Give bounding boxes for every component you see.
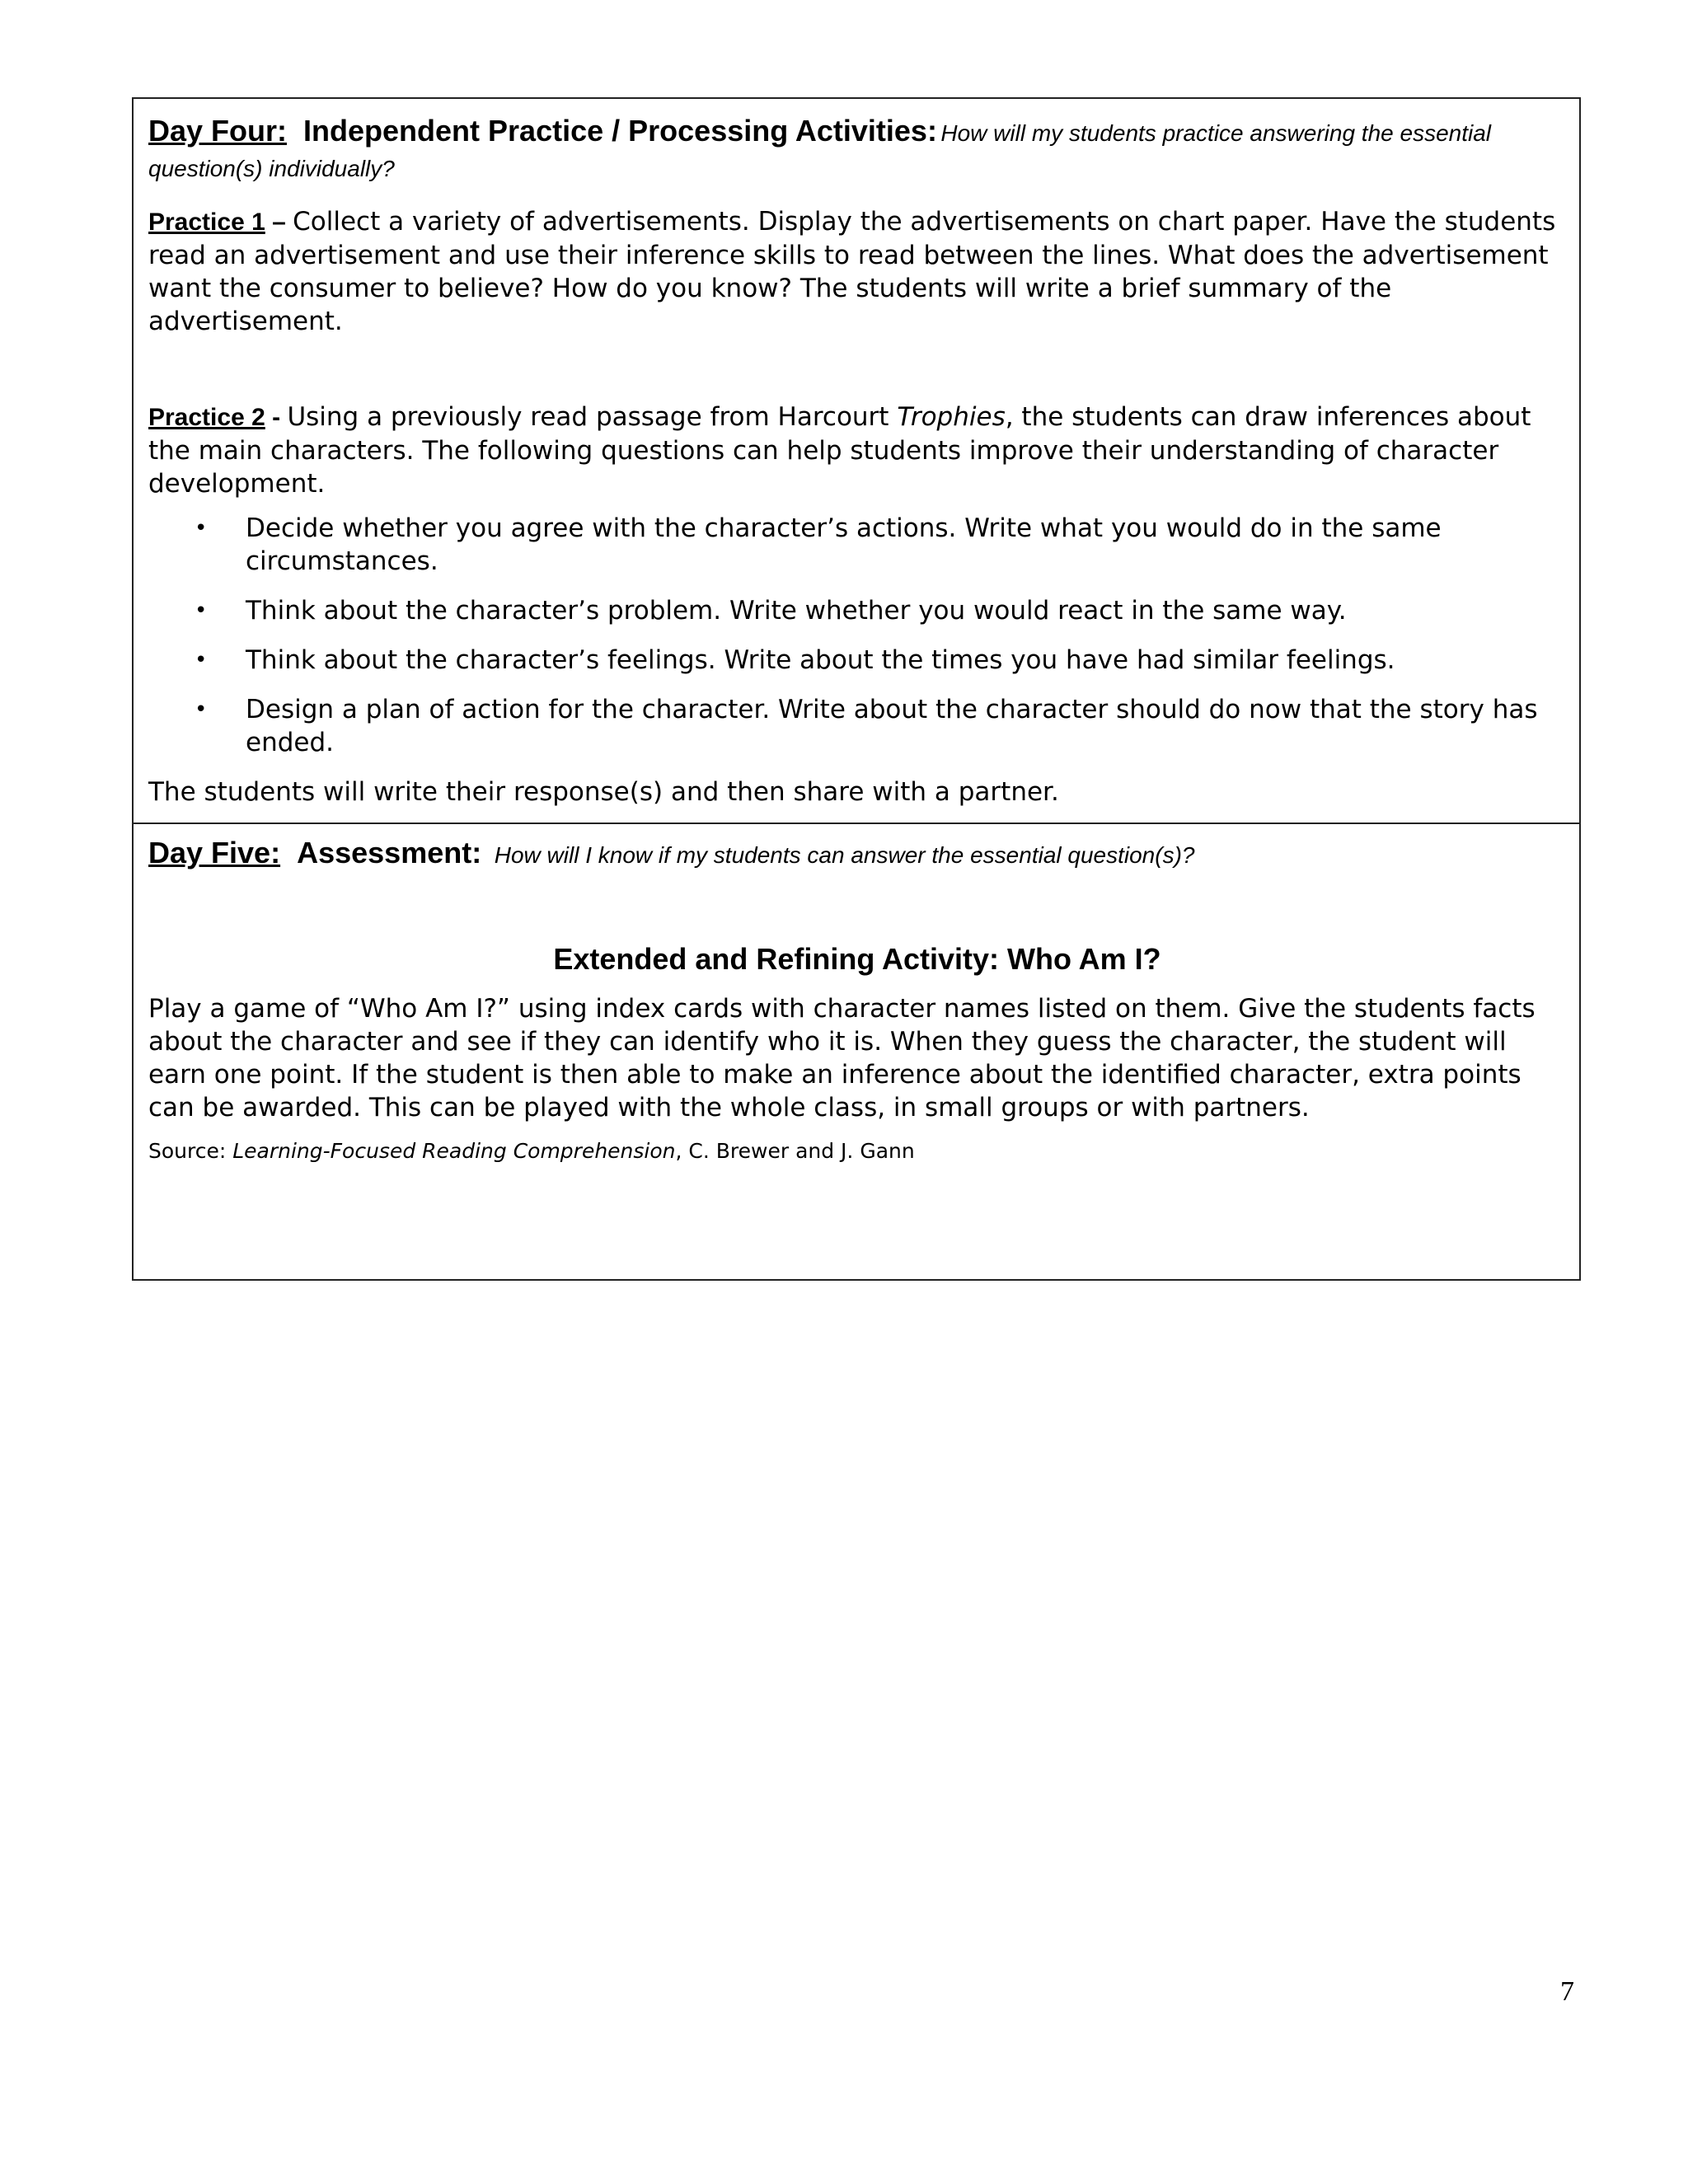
day-four-section	[134, 99, 1579, 824]
practice-2-text-before: Using a previously read passage from Harcourt	[287, 402, 898, 432]
practice-1-paragraph	[148, 205, 1566, 338]
list-item	[148, 644, 1566, 677]
practice-2-paragraph	[148, 401, 1566, 500]
source-label: Source:	[148, 1139, 233, 1163]
day-four-label: Day Four:	[148, 114, 288, 148]
practice-1-separator: –	[265, 209, 293, 236]
practice-1-label: Practice 1	[148, 209, 265, 236]
practice-2-text-after: , the students can draw inferences about the main characters. The following questions can help students improve their understanding of character development.	[148, 402, 1531, 499]
list-item-text: Think about the character’s problem. Write whether you would react in the same way.	[246, 596, 1347, 626]
source-authors: , C. Brewer and J. Gann	[675, 1139, 915, 1163]
bullet-icon: •	[195, 648, 208, 673]
practice-2-book-title: Trophies	[897, 402, 1006, 432]
lesson-table	[132, 97, 1581, 1281]
day-four-title: Independent Practice / Processing Activities:	[303, 114, 937, 148]
day-five-title: Assessment:	[297, 836, 482, 869]
day-five-label: Day Five:	[148, 836, 281, 869]
bullet-icon: •	[195, 598, 208, 623]
bullet-icon: •	[195, 697, 208, 722]
practice-1-text: Collect a variety of advertisements. Display the advertisements on chart paper. Have the students read an advertisement and use their inference skills to read between the lines. What does the advertisement want the consumer to believe? How do you know? The students will write a brief summary of the advertisement.	[148, 207, 1556, 336]
list-item	[148, 512, 1566, 578]
day-five-question: How will I know if my students can answer the essential question(s)?	[494, 842, 1195, 868]
day-four-title-spacer	[287, 114, 303, 148]
practice-2-label: Practice 2	[148, 404, 265, 431]
day-four-heading	[148, 115, 1566, 189]
list-item	[148, 594, 1566, 627]
day-five-question-spacer	[481, 842, 495, 868]
page-number: 7	[1560, 1976, 1574, 2007]
bullet-icon: •	[195, 516, 208, 541]
source-citation	[148, 1137, 1566, 1165]
day-five-heading	[148, 837, 1566, 875]
activity-title: Extended and Refining Activity: Who Am I?	[553, 942, 1161, 976]
list-item-text: Decide whether you agree with the character’s actions. Write what you would do in the same circumstances.	[246, 513, 1442, 576]
day-four-question: How will my students practice answering the essential question(s) individually?	[148, 120, 1492, 181]
day-four-closing: The students will write their response(s) and then share with a partner.	[148, 777, 1059, 807]
activity-paragraph: Play a game of “Who Am I?” using index cards with character names listed on them. Give the students facts about the character and see if they can identify who it is. When they guess the character, the student will earn one point. If the student is then able to make an inference about the identified character, extra points can be awarded. This can be played with the whole class, in small groups or with partners.	[148, 994, 1536, 1122]
practice-2-separator: -	[265, 404, 288, 431]
list-item	[148, 693, 1566, 759]
source-title: Learning-Focused Reading Comprehension	[232, 1139, 676, 1163]
list-item-text: Think about the character’s feelings. Write about the times you have had similar feelings.	[246, 645, 1395, 675]
day-five-title-spacer	[280, 836, 297, 869]
day-five-section	[134, 824, 1579, 1279]
list-item-text: Design a plan of action for the character. Write about the character should do now that the story has ended.	[246, 695, 1538, 757]
practice-2-bullet-list	[148, 512, 1566, 759]
